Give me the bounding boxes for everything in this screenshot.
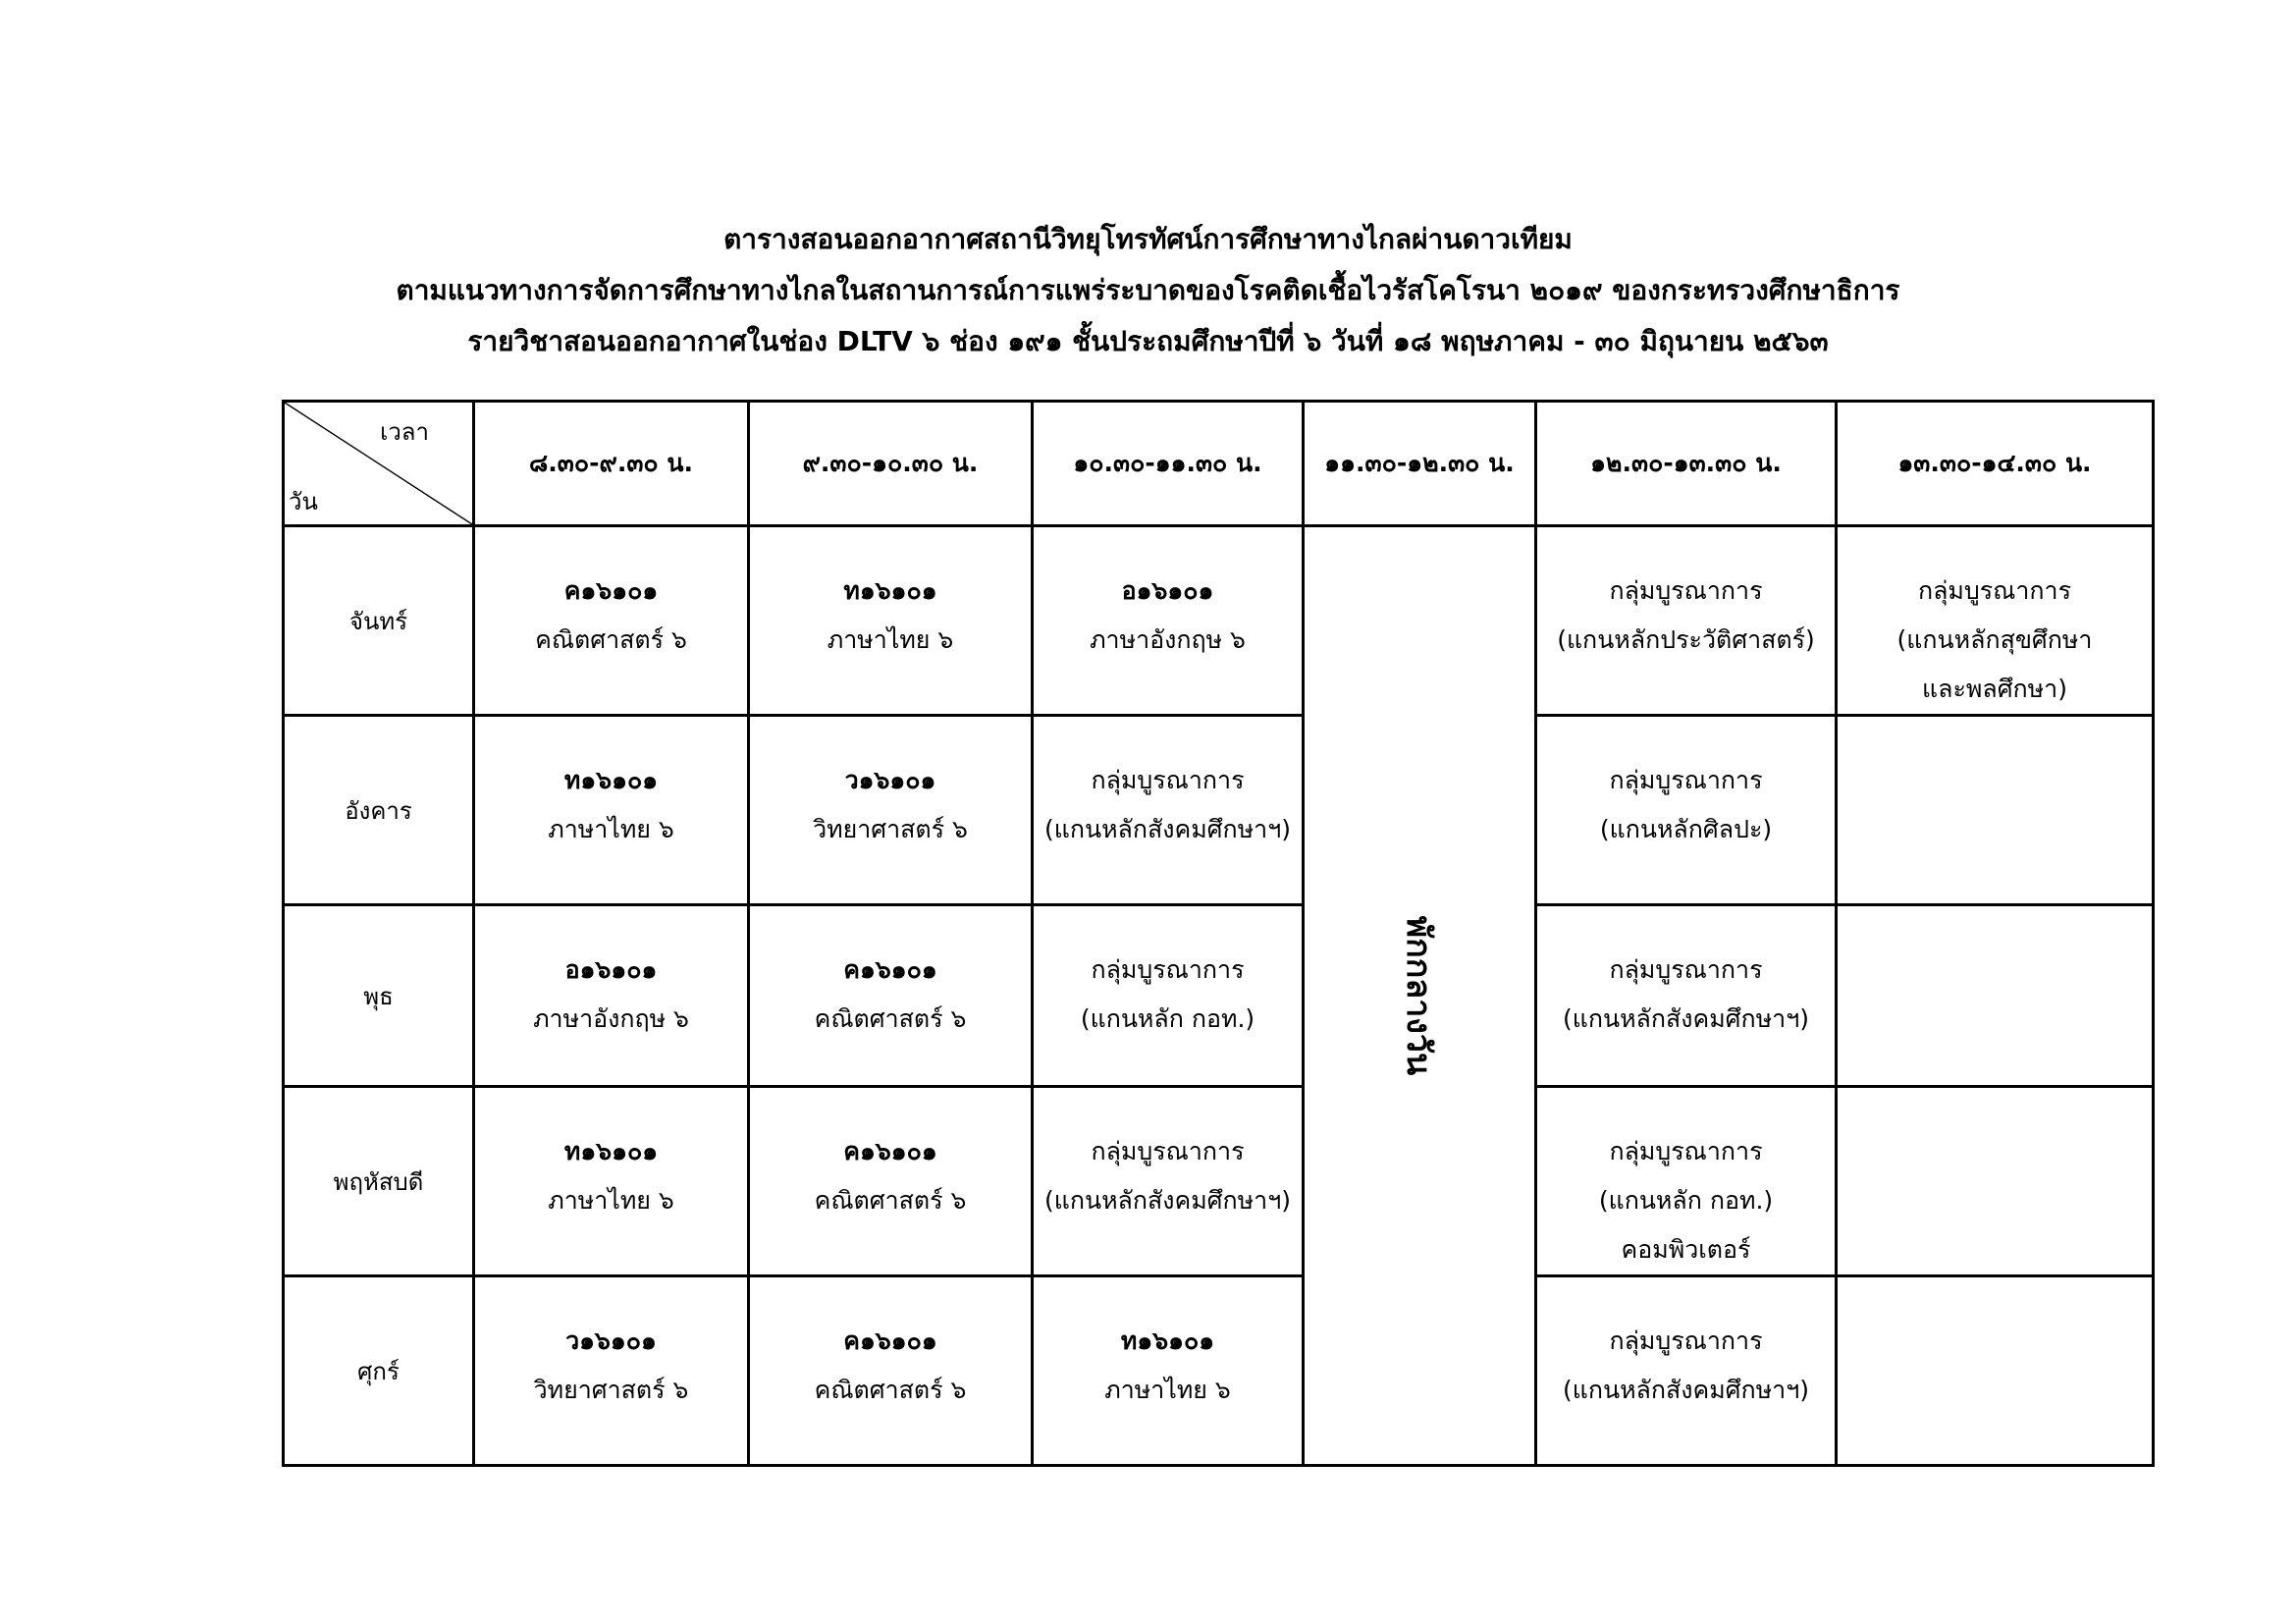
slot-cell — [1033, 716, 1304, 905]
subject-focus: (แกนหลักประวัติศาสตร์) — [1557, 625, 1815, 654]
subject-group: กลุ่มบูรณาการ — [1609, 766, 1763, 794]
slot-cell — [474, 716, 749, 905]
subject-group: กลุ่มบูรณาการ — [1609, 576, 1763, 605]
subject-focus: (แกนหลักสังคมศึกษาฯ) — [1043, 1186, 1291, 1215]
header-row — [284, 402, 2154, 526]
table-row — [284, 526, 2154, 716]
subject-focus: (แกนหลักศิลปะ) — [1599, 815, 1773, 843]
time-header-6: ๑๓.๓๐-๑๔.๓๐ น. — [1837, 402, 2154, 526]
slot-cell — [1536, 905, 1837, 1087]
subject-group: กลุ่มบูรณาการ — [1091, 955, 1245, 984]
corner-cell — [284, 402, 474, 526]
time-header-5: ๑๒.๓๐-๑๓.๓๐ น. — [1536, 402, 1837, 526]
subject-group: กลุ่มบูรณาการ — [1917, 576, 2072, 605]
slot-cell — [1033, 905, 1304, 1087]
subject-focus: (แกนหลัก กอท.) — [1598, 1186, 1774, 1215]
slot-cell — [749, 1087, 1033, 1276]
subject-name: ภาษาอังกฤษ ๖ — [1090, 625, 1246, 654]
subject-code: อ๑๖๑๐๑ — [564, 955, 658, 984]
slot-cell — [474, 905, 749, 1087]
slot-cell — [1536, 716, 1837, 905]
slot-cell — [1033, 1276, 1304, 1466]
subject-focus-cont: คอมพิวเตอร์ — [1621, 1235, 1751, 1264]
subject-name: คณิตศาสตร์ ๖ — [814, 1186, 967, 1215]
table-row — [284, 716, 2154, 905]
title-line-3: รายวิชาสอนออกอากาศในช่อง DLTV ๖ ช่อง ๑๙๑ ชั้นประถมศึกษาปีที่ ๖ วันที่ ๑๘ พฤษภาคม - ๓๐ มิถุนายน ๒๕๖๓ — [467, 325, 1829, 357]
day-cell-wednesday: พุธ — [284, 905, 474, 1087]
lunch-break-label: พักกลางวัน — [1399, 915, 1438, 1076]
table-row — [284, 905, 2154, 1087]
subject-name: คณิตศาสตร์ ๖ — [814, 1004, 967, 1033]
subject-code: ว๑๖๑๐๑ — [844, 766, 936, 794]
slot-cell — [474, 526, 749, 716]
table-row — [284, 1276, 2154, 1466]
subject-name: ภาษาไทย ๖ — [548, 815, 674, 843]
time-header-1: ๘.๓๐-๙.๓๐ น. — [474, 402, 749, 526]
slot-cell — [1536, 1087, 1837, 1276]
subject-name: คณิตศาสตร์ ๖ — [535, 625, 687, 654]
subject-name: วิทยาศาสตร์ ๖ — [533, 1376, 689, 1404]
day-cell-friday: ศุกร์ — [284, 1276, 474, 1466]
corner-time-label: เวลา — [380, 418, 429, 446]
subject-group: กลุ่มบูรณาการ — [1609, 1326, 1763, 1355]
subject-code: อ๑๖๑๐๑ — [1121, 576, 1214, 605]
subject-code: ท๑๖๑๐๑ — [563, 766, 659, 794]
day-cell-tuesday: อังคาร — [284, 716, 474, 905]
table-row — [284, 1087, 2154, 1276]
slot-cell — [1837, 526, 2154, 716]
empty-slot-cell — [1837, 1276, 2154, 1466]
subject-group: กลุ่มบูรณาการ — [1091, 1137, 1245, 1165]
slot-cell — [749, 1276, 1033, 1466]
subject-group: กลุ่มบูรณาการ — [1609, 1137, 1763, 1165]
day-cell-thursday: พฤหัสบดี — [284, 1087, 474, 1276]
slot-cell — [1033, 526, 1304, 716]
slot-cell — [749, 716, 1033, 905]
subject-focus-cont: และพลศึกษา) — [1922, 675, 2067, 703]
schedule-table — [282, 400, 2155, 1467]
subject-focus: (แกนหลัก กอท.) — [1080, 1004, 1255, 1033]
subject-code: ว๑๖๑๐๑ — [565, 1326, 657, 1355]
subject-code: ค๑๖๑๐๑ — [843, 1326, 937, 1355]
subject-code: ค๑๖๑๐๑ — [563, 576, 659, 605]
subject-name: ภาษาไทย ๖ — [1104, 1376, 1231, 1404]
subject-code: ท๑๖๑๐๑ — [1120, 1326, 1215, 1355]
slot-cell — [474, 1087, 749, 1276]
day-cell-monday: จันทร์ — [284, 526, 474, 716]
corner-day-label: วัน — [289, 488, 318, 515]
subject-focus: (แกนหลักสุขศึกษา — [1896, 625, 2093, 654]
slot-cell — [1536, 1276, 1837, 1466]
subject-name: ภาษาไทย ๖ — [548, 1186, 674, 1215]
subject-focus: (แกนหลักสังคมศึกษาฯ) — [1562, 1004, 1809, 1033]
subject-name: วิทยาศาสตร์ ๖ — [813, 815, 968, 843]
subject-focus: (แกนหลักสังคมศึกษาฯ) — [1043, 815, 1291, 843]
subject-code: ท๑๖๑๐๑ — [563, 1137, 659, 1165]
subject-name: ภาษาไทย ๖ — [827, 625, 954, 654]
slot-cell — [1033, 1087, 1304, 1276]
slot-cell — [474, 1276, 749, 1466]
subject-code: ค๑๖๑๐๑ — [843, 955, 937, 984]
subject-code: ค๑๖๑๐๑ — [843, 1137, 937, 1165]
time-header-2: ๙.๓๐-๑๐.๓๐ น. — [749, 402, 1033, 526]
subject-name: คณิตศาสตร์ ๖ — [814, 1376, 967, 1404]
subject-code: ท๑๖๑๐๑ — [843, 576, 937, 605]
title-line-1: ตารางสอนออกอากาศสถานีวิทยุโทรทัศน์การศึกษาทางไกลผ่านดาวเทียม — [723, 223, 1573, 255]
subject-name: ภาษาอังกฤษ ๖ — [533, 1004, 689, 1033]
document-title — [0, 214, 2296, 367]
slot-cell — [749, 526, 1033, 716]
time-header-3: ๑๐.๓๐-๑๑.๓๐ น. — [1033, 402, 1304, 526]
time-header-4: ๑๑.๓๐-๑๒.๓๐ น. — [1304, 402, 1536, 526]
empty-slot-cell — [1837, 716, 2154, 905]
lunch-break-cell — [1304, 526, 1536, 1466]
empty-slot-cell — [1837, 905, 2154, 1087]
subject-focus: (แกนหลักสังคมศึกษาฯ) — [1562, 1376, 1809, 1404]
empty-slot-cell — [1837, 1087, 2154, 1276]
slot-cell — [749, 905, 1033, 1087]
subject-group: กลุ่มบูรณาการ — [1609, 955, 1763, 984]
subject-group: กลุ่มบูรณาการ — [1091, 766, 1245, 794]
title-line-2: ตามแนวทางการจัดการศึกษาทางไกลในสถานการณ์การแพร่ระบาดของโรคติดเชื้อไวรัสโคโรนา ๒๐๑๙ ของกระทรวงศึกษาธิการ — [396, 274, 1900, 306]
slot-cell — [1536, 526, 1837, 716]
